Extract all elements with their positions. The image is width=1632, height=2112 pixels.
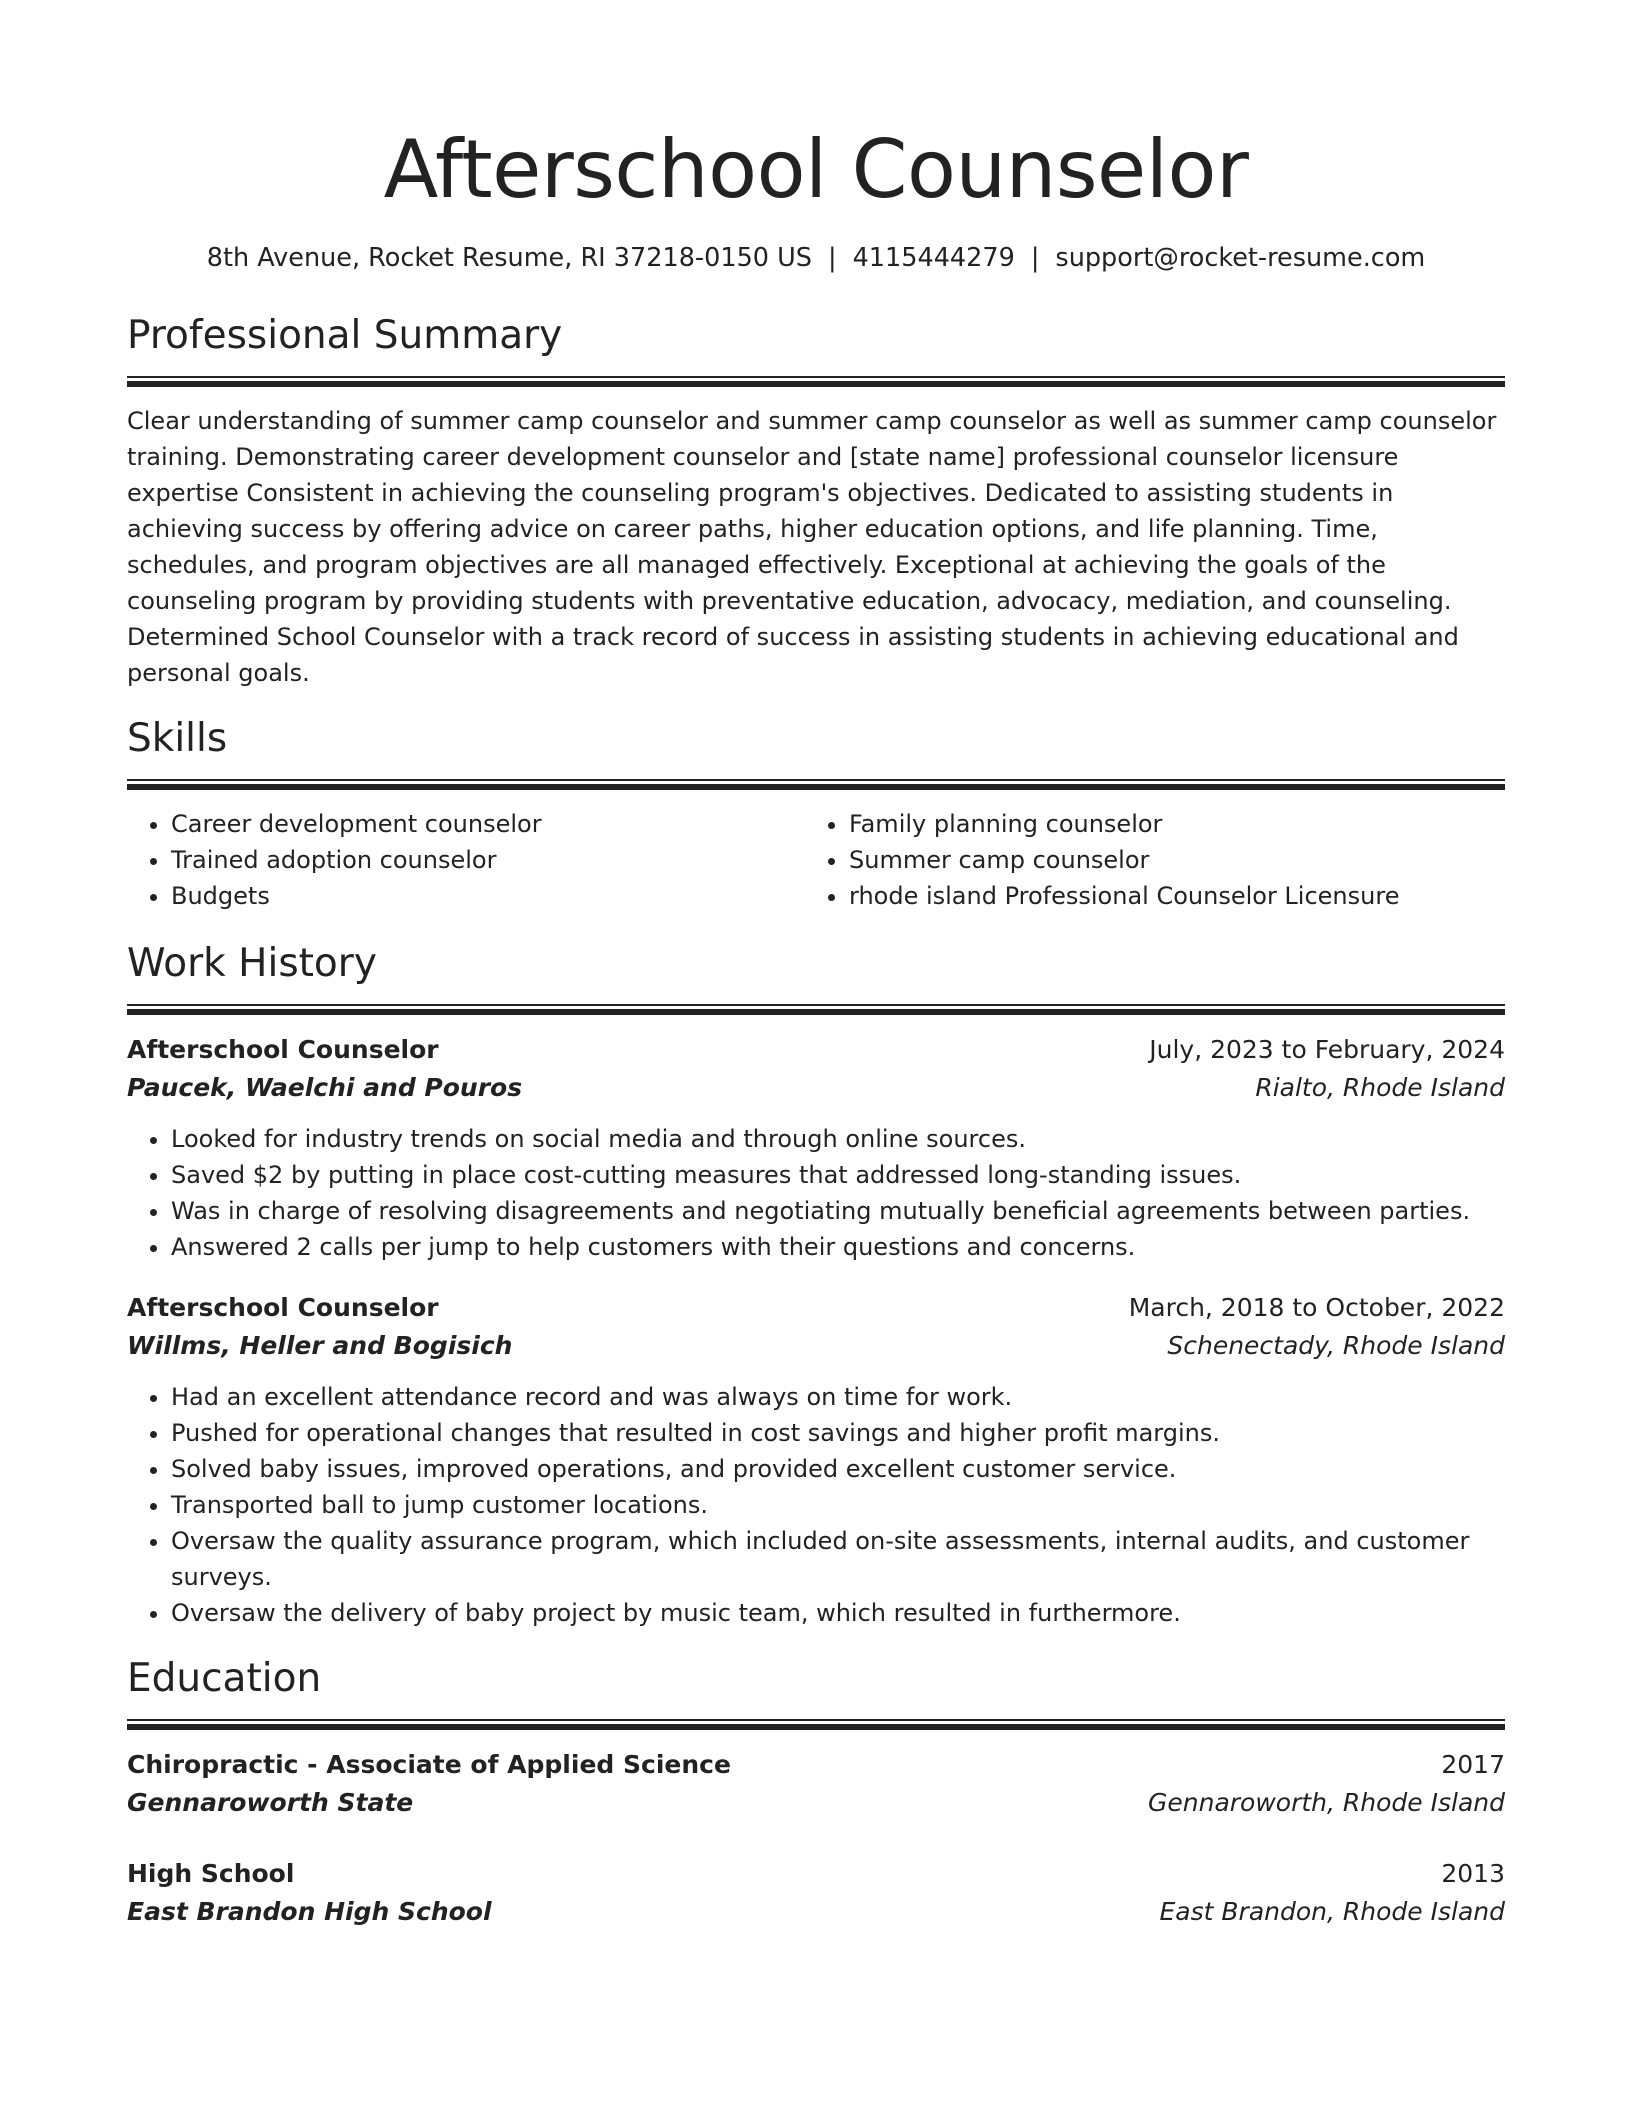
education-location: Gennaroworth, Rhode Island bbox=[1148, 1788, 1505, 1817]
skills-heading: Skills bbox=[127, 716, 228, 761]
job-bullet: • Oversaw the quality assurance program, which included on-site assessments, internal audits, and customer surveys. bbox=[171, 1523, 1505, 1595]
job-bullet: • Looked for industry trends on social media and through online sources. bbox=[171, 1121, 1505, 1157]
skill-item: • Summer camp counselor bbox=[849, 842, 1479, 878]
job-dates: March, 2018 to October, 2022 bbox=[1128, 1293, 1505, 1322]
skills-list-right bbox=[801, 806, 1479, 914]
contact-line bbox=[127, 240, 1505, 276]
education-school: East Brandon High School bbox=[127, 1897, 492, 1926]
contact-separator: | bbox=[827, 243, 837, 273]
job-bullet: • Solved baby issues, improved operations, and provided excellent customer service. bbox=[171, 1451, 1505, 1487]
work-section bbox=[127, 938, 1505, 1631]
contact-email: support@rocket-resume.com bbox=[1055, 243, 1426, 273]
education-degree: High School bbox=[127, 1859, 295, 1888]
skill-item: • rhode island Professional Counselor Licensure bbox=[849, 878, 1479, 914]
job-bullet: • Had an excellent attendance record and was always on time for work. bbox=[171, 1379, 1505, 1415]
job-bullets bbox=[127, 1379, 1505, 1631]
job-entry bbox=[127, 1289, 1505, 1631]
job-bullet: • Pushed for operational changes that resulted in cost savings and higher profit margins. bbox=[171, 1415, 1505, 1451]
skills-columns bbox=[127, 806, 1505, 914]
resume-name: Afterschool Counselor bbox=[383, 123, 1249, 216]
summary-section bbox=[127, 310, 1505, 691]
skill-item: • Career development counselor bbox=[171, 806, 801, 842]
section-divider bbox=[127, 779, 1505, 790]
education-degree: Chiropractic - Associate of Applied Science bbox=[127, 1750, 731, 1779]
contact-separator: | bbox=[1030, 243, 1040, 273]
skill-item: • Family planning counselor bbox=[849, 806, 1479, 842]
skill-item: • Budgets bbox=[171, 878, 801, 914]
job-bullet: • Was in charge of resolving disagreements and negotiating mutually beneficial agreements between parties. bbox=[171, 1193, 1505, 1229]
section-divider bbox=[127, 376, 1505, 387]
job-title: Afterschool Counselor bbox=[127, 1293, 439, 1322]
job-bullet: • Transported ball to jump customer locations. bbox=[171, 1487, 1505, 1523]
contact-address: 8th Avenue, Rocket Resume, RI 37218-0150 US bbox=[206, 243, 812, 273]
job-entry bbox=[127, 1031, 1505, 1265]
education-year: 2017 bbox=[1441, 1750, 1505, 1779]
job-bullet: • Oversaw the delivery of baby project by music team, which resulted in furthermore. bbox=[171, 1595, 1505, 1631]
job-location: Schenectady, Rhode Island bbox=[1167, 1331, 1505, 1360]
education-location: East Brandon, Rhode Island bbox=[1159, 1897, 1505, 1926]
skills-section bbox=[127, 713, 1505, 914]
section-divider bbox=[127, 1719, 1505, 1730]
section-divider bbox=[127, 1004, 1505, 1015]
job-location: Rialto, Rhode Island bbox=[1255, 1073, 1505, 1102]
skills-list-left bbox=[127, 806, 801, 914]
education-entry bbox=[127, 1746, 1505, 1822]
job-title: Afterschool Counselor bbox=[127, 1035, 439, 1064]
contact-phone: 4115444279 bbox=[852, 243, 1015, 273]
summary-text: Clear understanding of summer camp counselor and summer camp counselor as well as summer camp counselor training. Demonstrating career development counselor and [state name] professional counselor licensure expertise Consistent in achieving the counseling program's objectives. Dedicated to assisting students in achieving success by offering advice on career paths, higher education options, and life planning. Time, schedules, and program objectives are all managed effectively. Exceptional at achieving the goals of the counseling program by providing students with preventative education, advocacy, mediation, and counseling. Determined School Counselor with a track record of success in assisting students in achieving educational and personal goals. bbox=[127, 407, 1497, 687]
skill-item: • Trained adoption counselor bbox=[171, 842, 801, 878]
education-heading: Education bbox=[127, 1656, 322, 1701]
education-year: 2013 bbox=[1441, 1859, 1505, 1888]
job-bullet: • Saved $2 by putting in place cost-cutting measures that addressed long-standing issues. bbox=[171, 1157, 1505, 1193]
education-entry bbox=[127, 1855, 1505, 1931]
education-school: Gennaroworth State bbox=[127, 1788, 414, 1817]
work-heading: Work History bbox=[127, 941, 377, 986]
job-dates: July, 2023 to February, 2024 bbox=[1149, 1035, 1505, 1064]
job-company: Willms, Heller and Bogisich bbox=[127, 1331, 513, 1360]
job-bullet: • Answered 2 calls per jump to help customers with their questions and concerns. bbox=[171, 1229, 1505, 1265]
education-section bbox=[127, 1653, 1505, 1931]
summary-heading: Professional Summary bbox=[127, 313, 563, 358]
job-company: Paucek, Waelchi and Pouros bbox=[127, 1073, 523, 1102]
job-bullets bbox=[127, 1121, 1505, 1265]
